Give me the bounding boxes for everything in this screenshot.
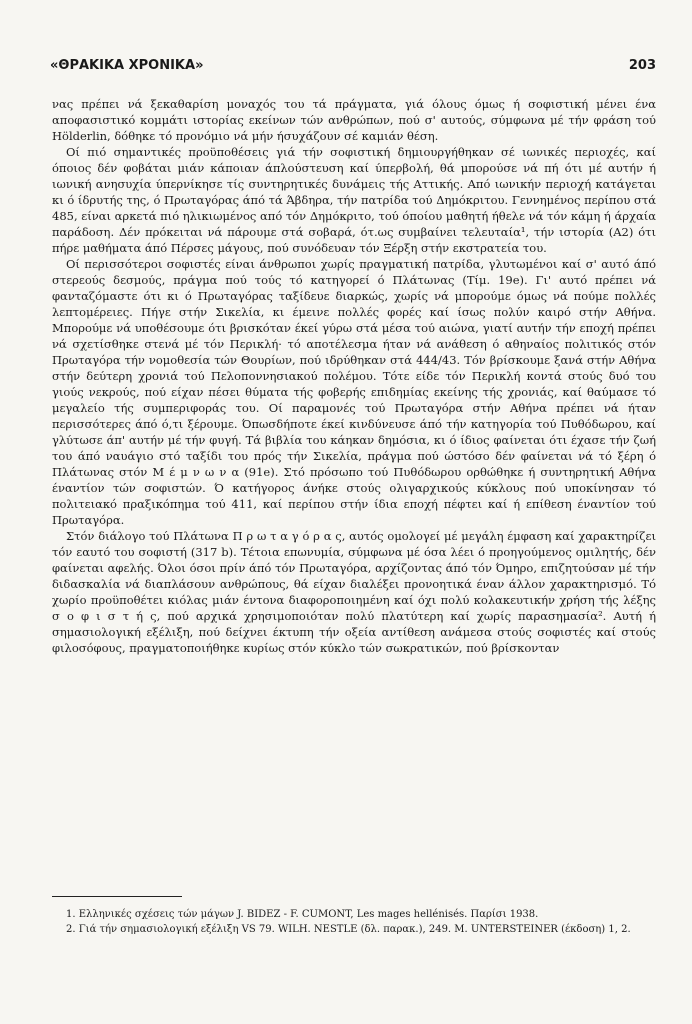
footnotes [52,907,656,937]
paragraph: Οί περισσότεροι σοφιστές είναι άνθρωποι χωρίς πραγματική πατρίδα, γλυτωμένοι καί σ' αυτό άπό στερεούς δεσμούς, πράγμα πού τούς τό κατηγορεί ό Πλάτωνας (Τίμ. 19e). Γι' αυτό πρέπει νά φανταζόμαστε ότι κι ό Πρωταγόρας ταξίδευε διαρκώς, χωρίς νά μπορούμε όμως νά πούμε πολλές λεπτομέρειες. Πήγε στήν Σικελία, κι έμεινε πολλές φορές καί ίσως πολύν καιρό στήν Αθήνα. Μπορούμε νά υποθέσουμε ότι βρισκόταν έκεί γύρω στά μέσα τού αιώνα, γιατί αυτήν τήν εποχή πρέπει νά σχετίσθηκε στενά μέ τόν Περικλή· τό αποτέλεσμα ήταν νά ανάθεση ό αθηναίος πολιτικός στόν Πρωταγόρα τήν νομοθεσία τών Θουρίων, πού ιδρύθηκαν στά 444/43. Τόν βρίσκουμε ξανά στήν Αθήνα στήν δεύτερη χρονιά τού Πελοποννησιακού πολέμου. Τότε είδε τόν Περικλή κοντά στούς δυό του γιούς νεκρούς, πού είχαν πέσει θύματα τής φοβερής επιδημίας εκείνης τής χρονιάς, καί θαύμασε τό μεγαλείο τής συμπεριφοράς του. Οί παραμονές τού Πρωταγόρα στήν Αθήνα πρέπει νά ήταν περισσότερες άπό ό,τι ξέρουμε. Όπωσδήποτε έκεί κινδύνευσε άπό τήν κατηγορία τού Πυθόδωρου, καί γλύτωσε άπ' αυτήν μέ τήν φυγή. Τά βιβλία του κάηκαν δημόσια, κι ό ίδιος φαίνεται ότι έχασε τήν ζωή του άπό ναυάγιο στό ταξίδι του πρός τήν Σικελία, πράγμα πού ώστόσο δέν φαίνεται νά τό ξέρη ό Πλάτωνας στόν Μ έ μ ν ω ν α (91e). Στό πρόσωπο τού Πυθόδωρου ορθώθηκε ή συντηρητική Αθήνα έναντίον τών σοφιστών. Ό κατήγορος άνήκε στούς ολιγαρχικούς κύκλους πού υποκίνησαν τό πολιτειακό πραξικόπημα τού 411, καί περίπου στήν ίδια εποχή πέφτει καί ή επίθεση έναντίον τού Πρωταγόρα. [52,257,656,527]
footnote-divider [52,896,182,897]
footnote: 1. Ελληνικές σχέσεις τών μάγων J. BIDEZ - F. CUMONT, Les mages hellénisés. Παρίσι 1938. [66,909,539,920]
journal-title: «ΘΡΑΚΙΚΑ ΧΡΟΝΙΚΑ» [50,58,204,73]
paragraph: Οί πιό σημαντικές προϋποθέσεις γιά τήν σοφιστική δημιουργήθηκαν σέ ιωνικές περιοχές, καί όποιος δέν φοβάται μιάν κάποιαν άπλούστευση καί ύπερβολή, θά μπορούσε νά πή ότι μέ αυτήν ή ιωνική ανησυχία ύπερνίκησε τίς συντηρητικές δυνάμεις τής Αττικής. Από ιωνικήν περιοχή κατάγεται κι ό ίδρυτής της, ό Πρωταγόρας άπό τά Άβδηρα, τήν πατρίδα τού Δημόκριτου. Γεννημένος περίπου στά 485, είναι αρκετά πιό ηλικιωμένος από τόν Δημόκριτο, τού όποίου μαθητή ήθελε νά τόν κάμη ή άρχαία παράδοση. Δέν πρόκειται νά πάρουμε στά σοβαρά, ότ.ως συμβαίνει τελευταία¹, τήν ιστορία (Α2) ότι πήρε μαθήματα άπό Πέρσες μάγους, πού συνόδευαν τόν Ξέρξη στήν εκστρατεία του. [52,145,656,255]
paragraph: νας πρέπει νά ξεκαθαρίση μοναχός του τά πράγματα, γιά όλους όμως ή σοφιστική μένει ένα αποφασιστικό κομμάτι ιστορίας εκείνων τών ανθρώπων, πού σ' αυτούς, σύμφωνα μέ τήν φράση τού Hölderlin, δόθηκε τό προνόμιο νά μήν ήσυχάζουν σέ καμιάν θέση. [52,97,656,143]
page-number: 203 [628,58,656,73]
paragraph: Στόν διάλογο τού Πλάτωνα Π ρ ω τ α γ ό ρ α ς, αυτός ομολογεί μέ μεγάλη έμφαση καί χαρακτηρίζει τόν εαυτό του σοφιστή (317 b). Τέτοια επωνυμία, σύμφωνα μέ όσα λέει ό προηγούμενος ομιλητής, δέν φαίνεται αφελής. Όλοι όσοι πρίν άπό τόν Πρωταγόρα, αρχίζοντας άπό τόν Όμηρο, επιζητούσαν μέ τήν διδασκαλία νά διαπλάσουν ανθρώπους, θά είχαν διαλέξει προνοητικά έναν άλλον χαρακτηρισμό. Τό χωρίο προϋποθέτει κιόλας μιάν έντονα διαφοροποιημένη καί όχι πολύ κολακευτικήν χρήση τής λέξης σ ο φ ι σ τ ή ς, πού αρχικά χρησιμοποιόταν πολύ πλατύτερη καί χωρίς παρασημασία². Αυτή ή σημασιολογική εξέλιξη, πού δείχνει έκτυπη τήν οξεία αντίθεση ανάμεσα στούς σοφιστές καί στούς φιλοσόφους, πραγματοποιήθηκε κυρίως στόν κύκλο τών σωκρατικών, πού βρίσκονταν [52,529,656,655]
body-text [52,96,656,656]
footnote: 2. Γιά τήν σημασιολογική εξέλιξη VS 79. WILH. NESTLE (δλ. παρακ.), 249. M. UNTERSTEINER (έκδοση) 1, 2. [66,924,631,935]
running-header [50,58,656,78]
